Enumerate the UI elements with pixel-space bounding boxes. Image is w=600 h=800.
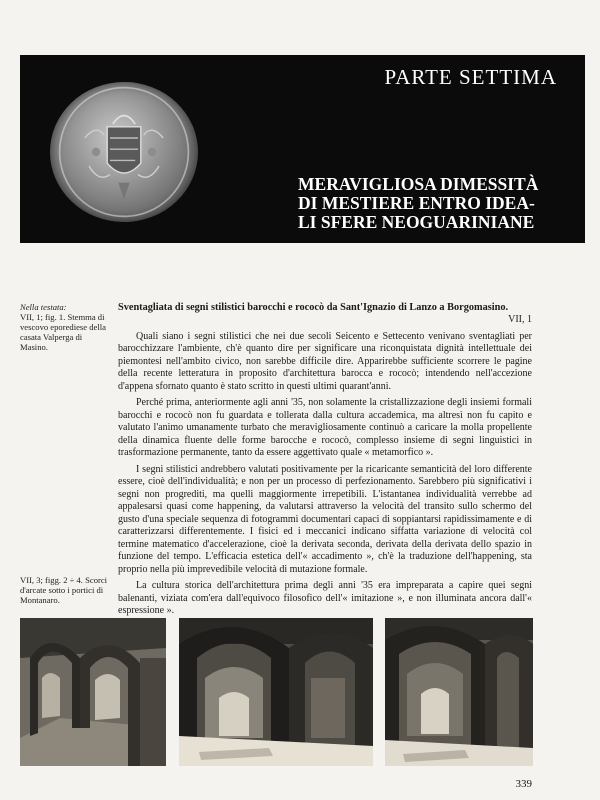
page-number: 339 [515,778,532,790]
section-label: PARTE SETTIMA [384,65,557,89]
paragraph: Perché prima, anteriormente agli anni '35, non solamente la cristallizzazione degli insiemi formali barocchi e rococò non fu guardata e tollerata dalla cultura accademica, ma altresì non fu capito e valutato l'animo umanamente turbato che meravigliosamente continuò a caricare la molla propellente della dinamica fluente delle forme barocche e rococò, complesso insieme di segni linguistici in trasformazione permanente, tanto da essere aggettivato quale « metamorfico ». [118,397,532,458]
body-text [118,302,532,622]
photos-caption [20,575,112,605]
page-title [298,175,583,232]
section-reference: VII, 1 [508,314,532,325]
arcade-photo-3 [385,618,533,766]
paragraph: I segni stilistici andrebbero valutati positivamente per la ricaricante semanticità del loro differente essere, cioè dell'individualità; e non per un processo di perfezionamento. Sarebbero più significativi i segni non progrediti, ma quelli maggiormente irrepetibili. L'istantanea individualità verrebbe ad appalesarsi quasi come happening, da valutarsi attraverso la velocità del transito sullo schermo del gusto d'una speciale sequenza di fotogrammi documentari capaci di soppiantarsi rapidissimamente e di caratterizzarsi differentemente. I fisici ed i meccanici indicano siffatta variazione di velocità col termine matematico d'accelerazione, cioè la derivata seconda, derivata della derivata dello spazio in funzione del tempo. L'efficacia estetica dell'« accadimento », ch'è la traduzione dell'happening, sta proprio nella più imprevedibile velocità di mutazione formale. [118,463,532,575]
header-band [20,55,585,243]
paragraph: Quali siano i segni stilistici che nei due secoli Seicento e Settecento venivano sventagliati per barocchizzare l'ambiente, ch'è quanto dire per significare una riconquistata dignità intellettuale dei piemontesi nell'ambito civico, non sarebbe difficile dire. Apparirebbe sufficiente scorrere le pagine della recente letteratura in proposito d'architettura barocca e rococò; intendendo nell'accezione d'appena sfornato quanto è stato scritto in questi ultimi quarant'anni. [118,330,532,392]
paragraph: La cultura storica dell'architettura prima degli anni '35 era impreparata a capire quei segni balenanti, viziata com'era dall'equivoco filosofico dell'« imitazione », e non illuminata ancora dall'« espressione ». [118,580,532,616]
arcade-photo-1 [20,618,166,766]
title-line: MERAVIGLIOSA DIMESSITÀ [298,174,539,194]
caption-label: Nella testata: [20,302,67,312]
arcade-photo-2 [179,618,373,766]
caption-text: VII, 3; figg. 2 ÷ 4. Scorci d'arcate sotto i portici di Montanaro. [20,575,108,605]
coat-of-arms-image [50,82,198,222]
caption-text: VII, 1; fig. 1. Stemma di vescovo eporediese della casata Valperga di Masino. [20,312,106,352]
title-line: DI MESTIERE ENTRO IDEA- [298,193,535,213]
title-line: LI SFERE NEOGUARINIANE [298,212,535,232]
section-subheading: Sventagliata di segni stilistici barocchi e rococò da Sant'Ignazio di Lanzo a Borgomasino. [118,302,509,313]
header-caption [20,302,112,352]
